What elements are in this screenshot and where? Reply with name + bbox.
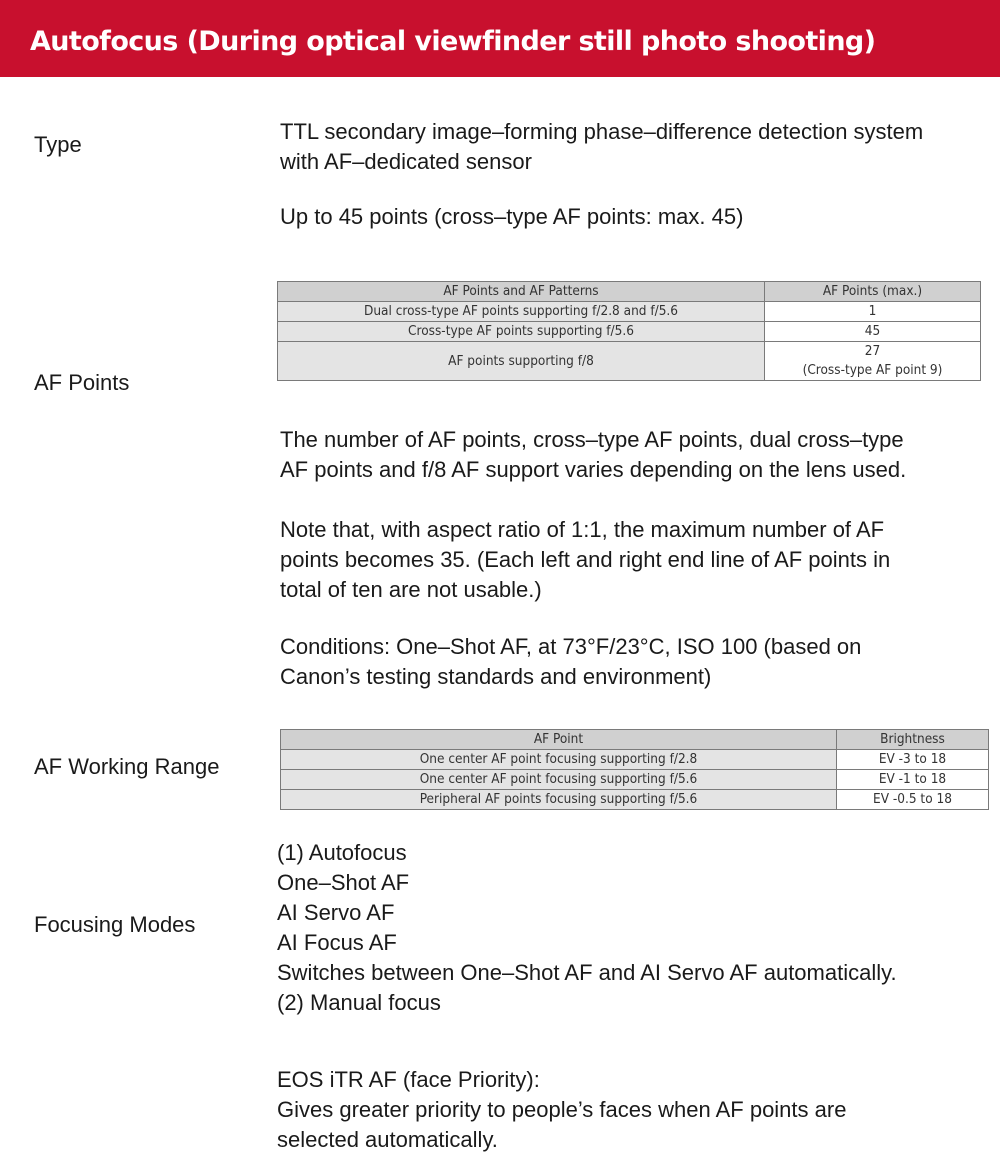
table-cell-value: 45 (765, 322, 981, 342)
table-row (281, 770, 989, 790)
table-cell-value: EV -0.5 to 18 (837, 790, 989, 810)
af-points-note-aspect (280, 515, 890, 605)
table-cell-value: EV -1 to 18 (837, 770, 989, 790)
note-line: The number of AF points, cross–type AF points, dual cross–type (280, 427, 904, 452)
table-cell-name: Peripheral AF points focusing supporting f/5.6 (281, 790, 837, 810)
af-working-range-label: AF Working Range (34, 754, 220, 779)
note-line: total of ten are not usable.) (280, 577, 542, 602)
type-description-line: TTL secondary image–forming phase–difference detection system (280, 119, 924, 144)
focusing-modes-label: Focusing Modes (34, 912, 196, 937)
table-header-cell: AF Point (281, 730, 837, 750)
note-line: Note that, with aspect ratio of 1:1, the maximum number of AF (280, 517, 885, 542)
table-row (278, 302, 981, 322)
note-line: points becomes 35. (Each left and right end line of AF points in (280, 547, 891, 572)
table-header-row (281, 730, 989, 750)
list-item: AI Servo AF (277, 900, 395, 925)
af-points-note-lens (280, 425, 906, 485)
af-points-intro: Up to 45 points (cross–type AF points: max. 45) (280, 204, 744, 229)
list-item: One–Shot AF (277, 870, 410, 895)
list-item: Switches between One–Shot AF and AI Servo AF automatically. (277, 960, 897, 985)
table-row (278, 342, 981, 381)
page-title: Autofocus (During optical viewfinder still photo shooting) (30, 26, 876, 57)
table-row (278, 322, 981, 342)
table-cell-name: AF points supporting f/8 (278, 342, 765, 381)
table-header-cell: AF Points and AF Patterns (278, 282, 765, 302)
note-line: Canon’s testing standards and environment) (280, 664, 712, 689)
itr-line: EOS iTR AF (face Priority): (277, 1067, 540, 1092)
note-line: AF points and f/8 AF support varies depending on the lens used. (280, 457, 907, 482)
table-row (281, 790, 989, 810)
eos-itr-description (277, 1065, 846, 1155)
table-header-row (278, 282, 981, 302)
list-item: (2) Manual focus (277, 990, 441, 1015)
table-header-cell: AF Points (max.) (765, 282, 981, 302)
table-header-cell: Brightness (837, 730, 989, 750)
itr-line: Gives greater priority to people’s faces when AF points are (277, 1097, 847, 1122)
af-points-table (277, 281, 981, 381)
table-cell-value: 1 (765, 302, 981, 322)
focusing-modes-list (277, 838, 897, 1018)
af-points-note-conditions (280, 632, 861, 692)
table-cell-name: Cross-type AF points supporting f/5.6 (278, 322, 765, 342)
note-line: Conditions: One–Shot AF, at 73°F/23°C, ISO 100 (based on (280, 634, 862, 659)
af-points-label: AF Points (34, 370, 130, 395)
list-item: (1) Autofocus (277, 840, 407, 865)
type-description (280, 117, 923, 177)
table-cell-value (765, 342, 981, 381)
table-cell-name: One center AF point focusing supporting f/5.6 (281, 770, 837, 790)
list-item: AI Focus AF (277, 930, 397, 955)
af-working-range-table (280, 729, 989, 810)
table-row (281, 750, 989, 770)
table-cell-value-number: 27 (864, 343, 881, 359)
table-cell-name: One center AF point focusing supporting f/2.8 (281, 750, 837, 770)
table-cell-name: Dual cross-type AF points supporting f/2.8 and f/5.6 (278, 302, 765, 322)
type-label: Type (34, 132, 82, 157)
itr-line: selected automatically. (277, 1127, 498, 1152)
type-description-line: with AF–dedicated sensor (280, 149, 532, 174)
table-cell-value-note: (Cross-type AF point 9) (802, 362, 943, 378)
table-cell-value: EV -3 to 18 (837, 750, 989, 770)
header-bar (0, 0, 1000, 77)
